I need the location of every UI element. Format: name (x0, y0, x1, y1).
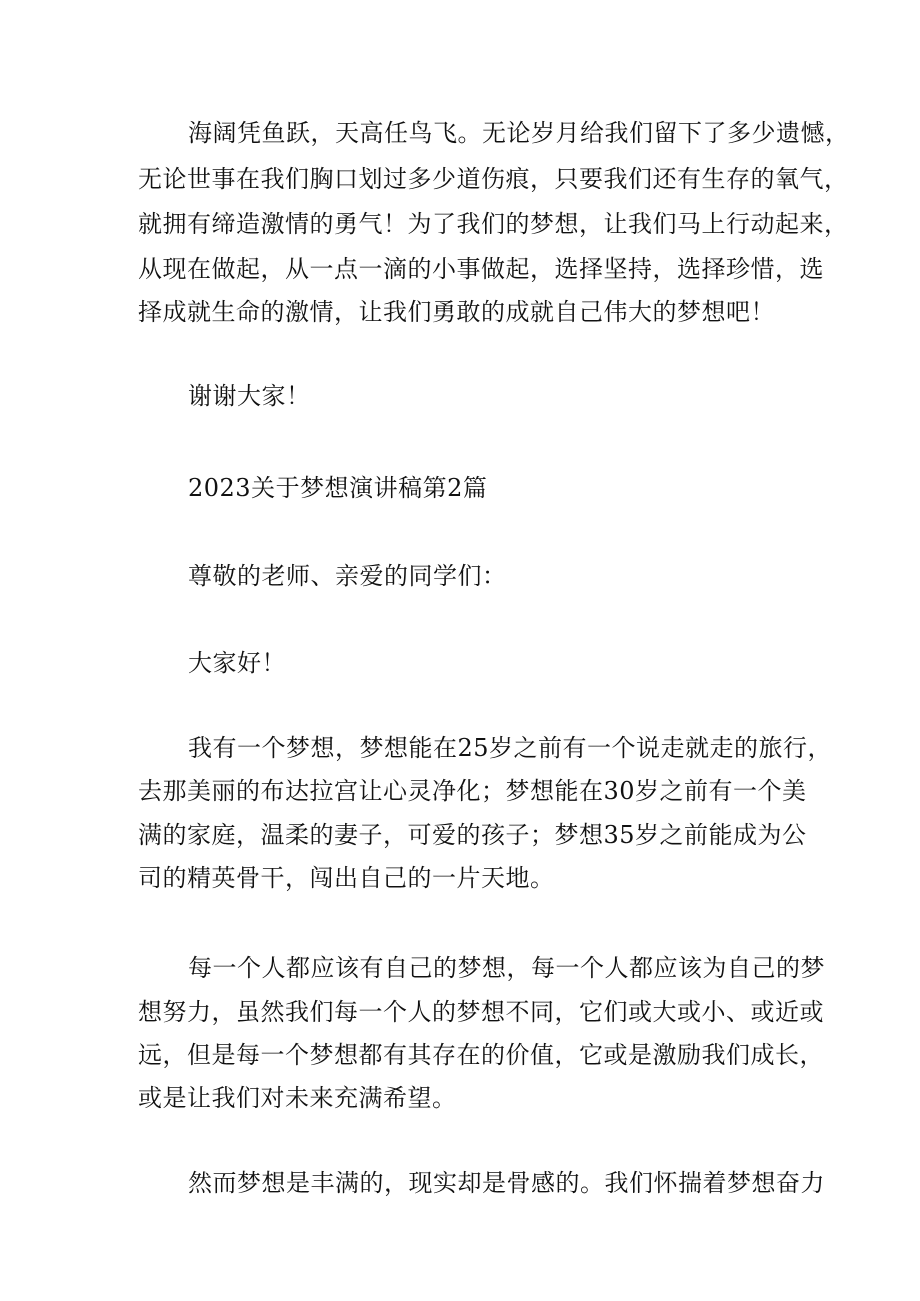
paragraph-4-line-1: 然而梦想是丰满的，现实却是骨感的。我们怀揣着梦想奋力 (188, 1169, 825, 1197)
paragraph-3-line-2: 想努力，虽然我们每一个人的梦想不同，它们或大或小、或近或 (138, 998, 824, 1026)
paragraph-1-line-2: 无论世事在我们胸口划过多少道伤痕，只要我们还有生存的氧气， (138, 165, 849, 193)
paragraph-3-line-1: 每一个人都应该有自己的梦想，每一个人都应该为自己的梦 (188, 954, 825, 982)
paragraph-2-line-1: 我有一个梦想，梦想能在25岁之前有一个说走就走的旅行， (188, 734, 833, 762)
paragraph-1-line-3: 就拥有缔造激情的勇气！为了我们的梦想，让我们马上行动起来， (138, 210, 849, 238)
paragraph-3-line-4: 或是让我们对未来充满希望。 (138, 1084, 457, 1112)
paragraph-3-line-3: 远，但是每一个梦想都有其存在的价值，它或是激励我们成长， (138, 1041, 824, 1069)
paragraph-2-line-4: 司的精英骨干，闯出自己的一片天地。 (138, 864, 555, 892)
thanks-text: 谢谢大家！ (188, 382, 311, 410)
salutation-text: 尊敬的老师、亲爱的同学们： (188, 562, 507, 590)
greeting-text: 大家好！ (188, 649, 286, 677)
paragraph-2-line-3: 满的家庭，温柔的妻子，可爱的孩子；梦想35岁之前能成为公 (138, 821, 807, 849)
paragraph-1-line-5: 择成就生命的激情，让我们勇敢的成就自己伟大的梦想吧！ (138, 298, 775, 326)
section-heading: 2023关于梦想演讲稿第2篇 (188, 474, 488, 502)
paragraph-2-line-2: 去那美丽的布达拉宫让心灵净化；梦想能在30岁之前有一个美 (138, 777, 807, 805)
paragraph-1-line-4: 从现在做起，从一点一滴的小事做起，选择坚持，选择珍惜，选 (138, 255, 824, 283)
paragraph-1-line-1: 海阔凭鱼跃，天高任鸟飞。无论岁月给我们留下了多少遗憾， (188, 119, 850, 147)
